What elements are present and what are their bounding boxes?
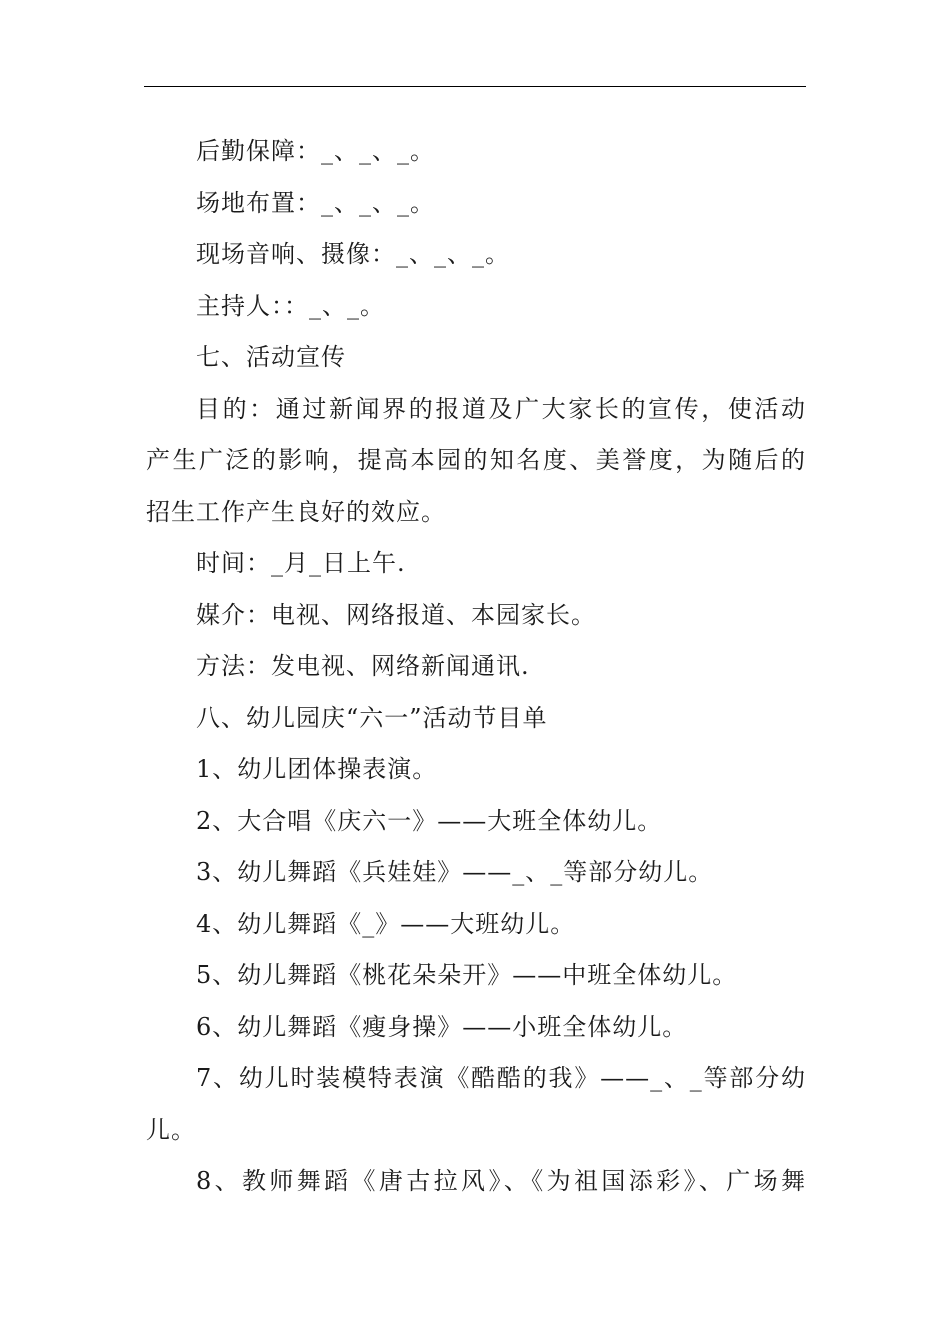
- program-item-3: 3、幼儿舞蹈《兵娃娃》——_、_等部分幼儿。: [196, 858, 714, 886]
- program-item-7-line-1: 7、幼儿时装模特表演《酷酷的我》——_、_等部分幼: [196, 1064, 806, 1092]
- time-line: 时间：_月_日上午.: [196, 549, 406, 577]
- logistics-line: 后勤保障：_、_、_。: [196, 137, 435, 165]
- purpose-paragraph: [146, 384, 806, 487]
- program-item-4: 4、幼儿舞蹈《_》——大班幼儿。: [196, 909, 576, 938]
- section-eight-heading: 八、幼儿园庆“六一”活动节目单: [196, 703, 548, 732]
- program-item-6: 6、幼儿舞蹈《瘦身操》——小班全体幼儿。: [196, 1012, 688, 1041]
- purpose-line-3: 招生工作产生良好的效应。: [146, 497, 446, 526]
- program-item-8: [146, 1156, 806, 1208]
- method-line: 方法：发电视、网络新闻通讯.: [196, 652, 530, 680]
- section-seven-heading: 七、活动宣传: [196, 343, 346, 371]
- purpose-line-1: 目的：通过新闻界的报道及广大家长的宣传，使活动: [196, 394, 806, 423]
- host-line: 主持人：：_、_。: [196, 291, 385, 320]
- document-body: [146, 126, 806, 1208]
- venue-setup-line: 场地布置：_、_、_。: [196, 188, 435, 217]
- program-item-7: [146, 1053, 806, 1105]
- audio-video-line: 现场音响、摄像：_、_、_。: [196, 240, 510, 268]
- program-item-1: 1、幼儿团体操表演。: [196, 755, 438, 783]
- header-rule: [144, 86, 806, 87]
- program-item-2: 2、大合唱《庆六一》——大班全体幼儿。: [196, 806, 663, 835]
- program-item-7-line-2: 儿。: [146, 1115, 196, 1144]
- media-line: 媒介：电视、网络报道、本园家长。: [196, 600, 596, 629]
- purpose-line-2: 产生广泛的影响，提高本园的知名度、美誉度，为随后的: [146, 446, 806, 474]
- program-item-5: 5、幼儿舞蹈《桃花朵朵开》——中班全体幼儿。: [196, 961, 738, 989]
- program-item-8-line-1: 8、教师舞蹈《唐古拉风》、《为祖国添彩》、广场舞: [196, 1167, 806, 1195]
